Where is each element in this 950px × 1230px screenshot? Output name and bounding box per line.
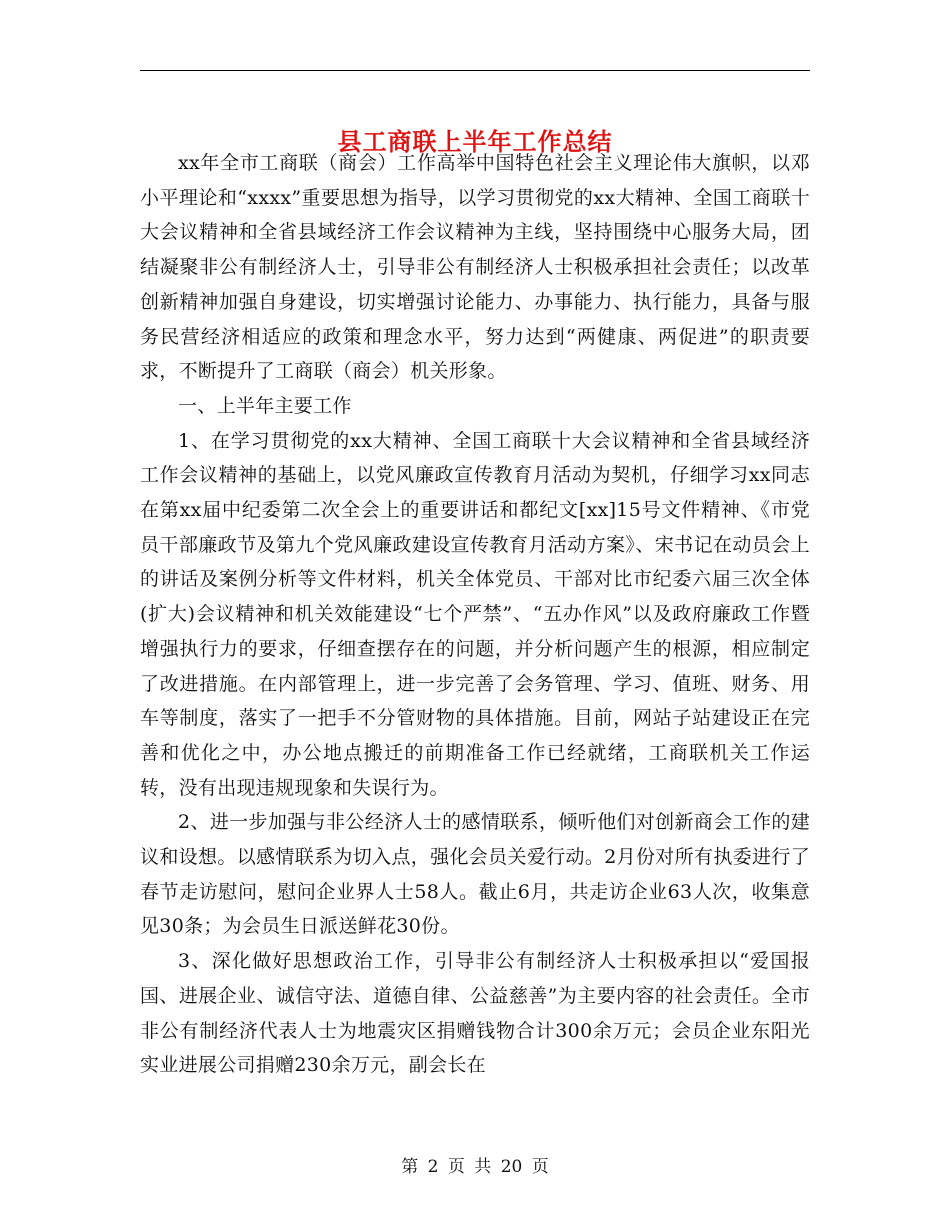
body-paragraph-1: 1、在学习贯彻党的xx大精神、全国工商联十大会议精神和全省县域经济工作会议精神的基础上，以党风廉政宣传教育月活动为契机，仔细学习xx同志在第xx届中纪委第二次全会上的重要讲话和都纪文[xx]15号文件精神、《市党员干部廉政节及第九个党风廉政建设宣传教育月活动方案》、宋书记在动员会上的讲话及案例分析等文件材料，机关全体党员、干部对比市纪委六届三次全体(扩大)会议精神和机关效能建设“七个严禁”、“五办作风”以及政府廉政工作暨增强执行力的要求，仔细查摆存在的问题，并分析问题产生的根源，相应制定了改进措施。在内部管理上，进一步完善了会务管理、学习、值班、财务、用车等制度，落实了一把手不分管财物的具体措施。目前，网站子站建设正在完善和优化之中，办公地点搬迁的前期准备工作已经就绪，工商联机关工作运转，没有出现违规现象和失误行为。 [140,429,810,799]
header-rule [140,70,810,71]
intro-paragraph: xx年全市工商联（商会）工作高举中国特色社会主义理论伟大旗帜，以邓小平理论和“xxxx”重要思想为指导，以学习贯彻党的xx大精神、全国工商联十大会议精神和全省县域经济工作会议精神为主线，坚持围绕中心服务大局，团结凝聚非公有制经济人士，引导非公有制经济人士积极承担社会责任；以改革创新精神加强自身建设，切实增强讨论能力、办事能力、执行能力，具备与服务民营经济相适应的政策和理念水平，努力达到“两健康、两促进”的职责要求，不断提升了工商联（商会）机关形象。 [140,152,810,383]
document-body [140,146,810,1083]
section-heading: 一、上半年主要工作 [178,394,352,417]
body-paragraph-2: 2、进一步加强与非公经济人士的感情联系，倾听他们对创新商会工作的建议和设想。以感情联系为切入点，强化会员关爱行动。2月份对所有执委进行了春节走访慰问，慰问企业界人士58人。截止6月，共走访企业63人次，收集意见30条；为会员生日派送鲜花30份。 [140,811,810,938]
body-paragraph-3: 3、深化做好思想政治工作，引导非公有制经济人士积极承担以“爱国报国、进展企业、诚信守法、道德自律、公益慈善”为主要内容的社会责任。全市非公有制经济代表人士为地震灾区捐赠钱物合计300余万元；会员企业东阳光实业进展公司捐赠230余万元，副会长在 [140,950,810,1077]
page-number: 第 2 页 共 20 页 [401,1157,549,1177]
document-title: 县工商联上半年工作总结 [337,127,613,157]
